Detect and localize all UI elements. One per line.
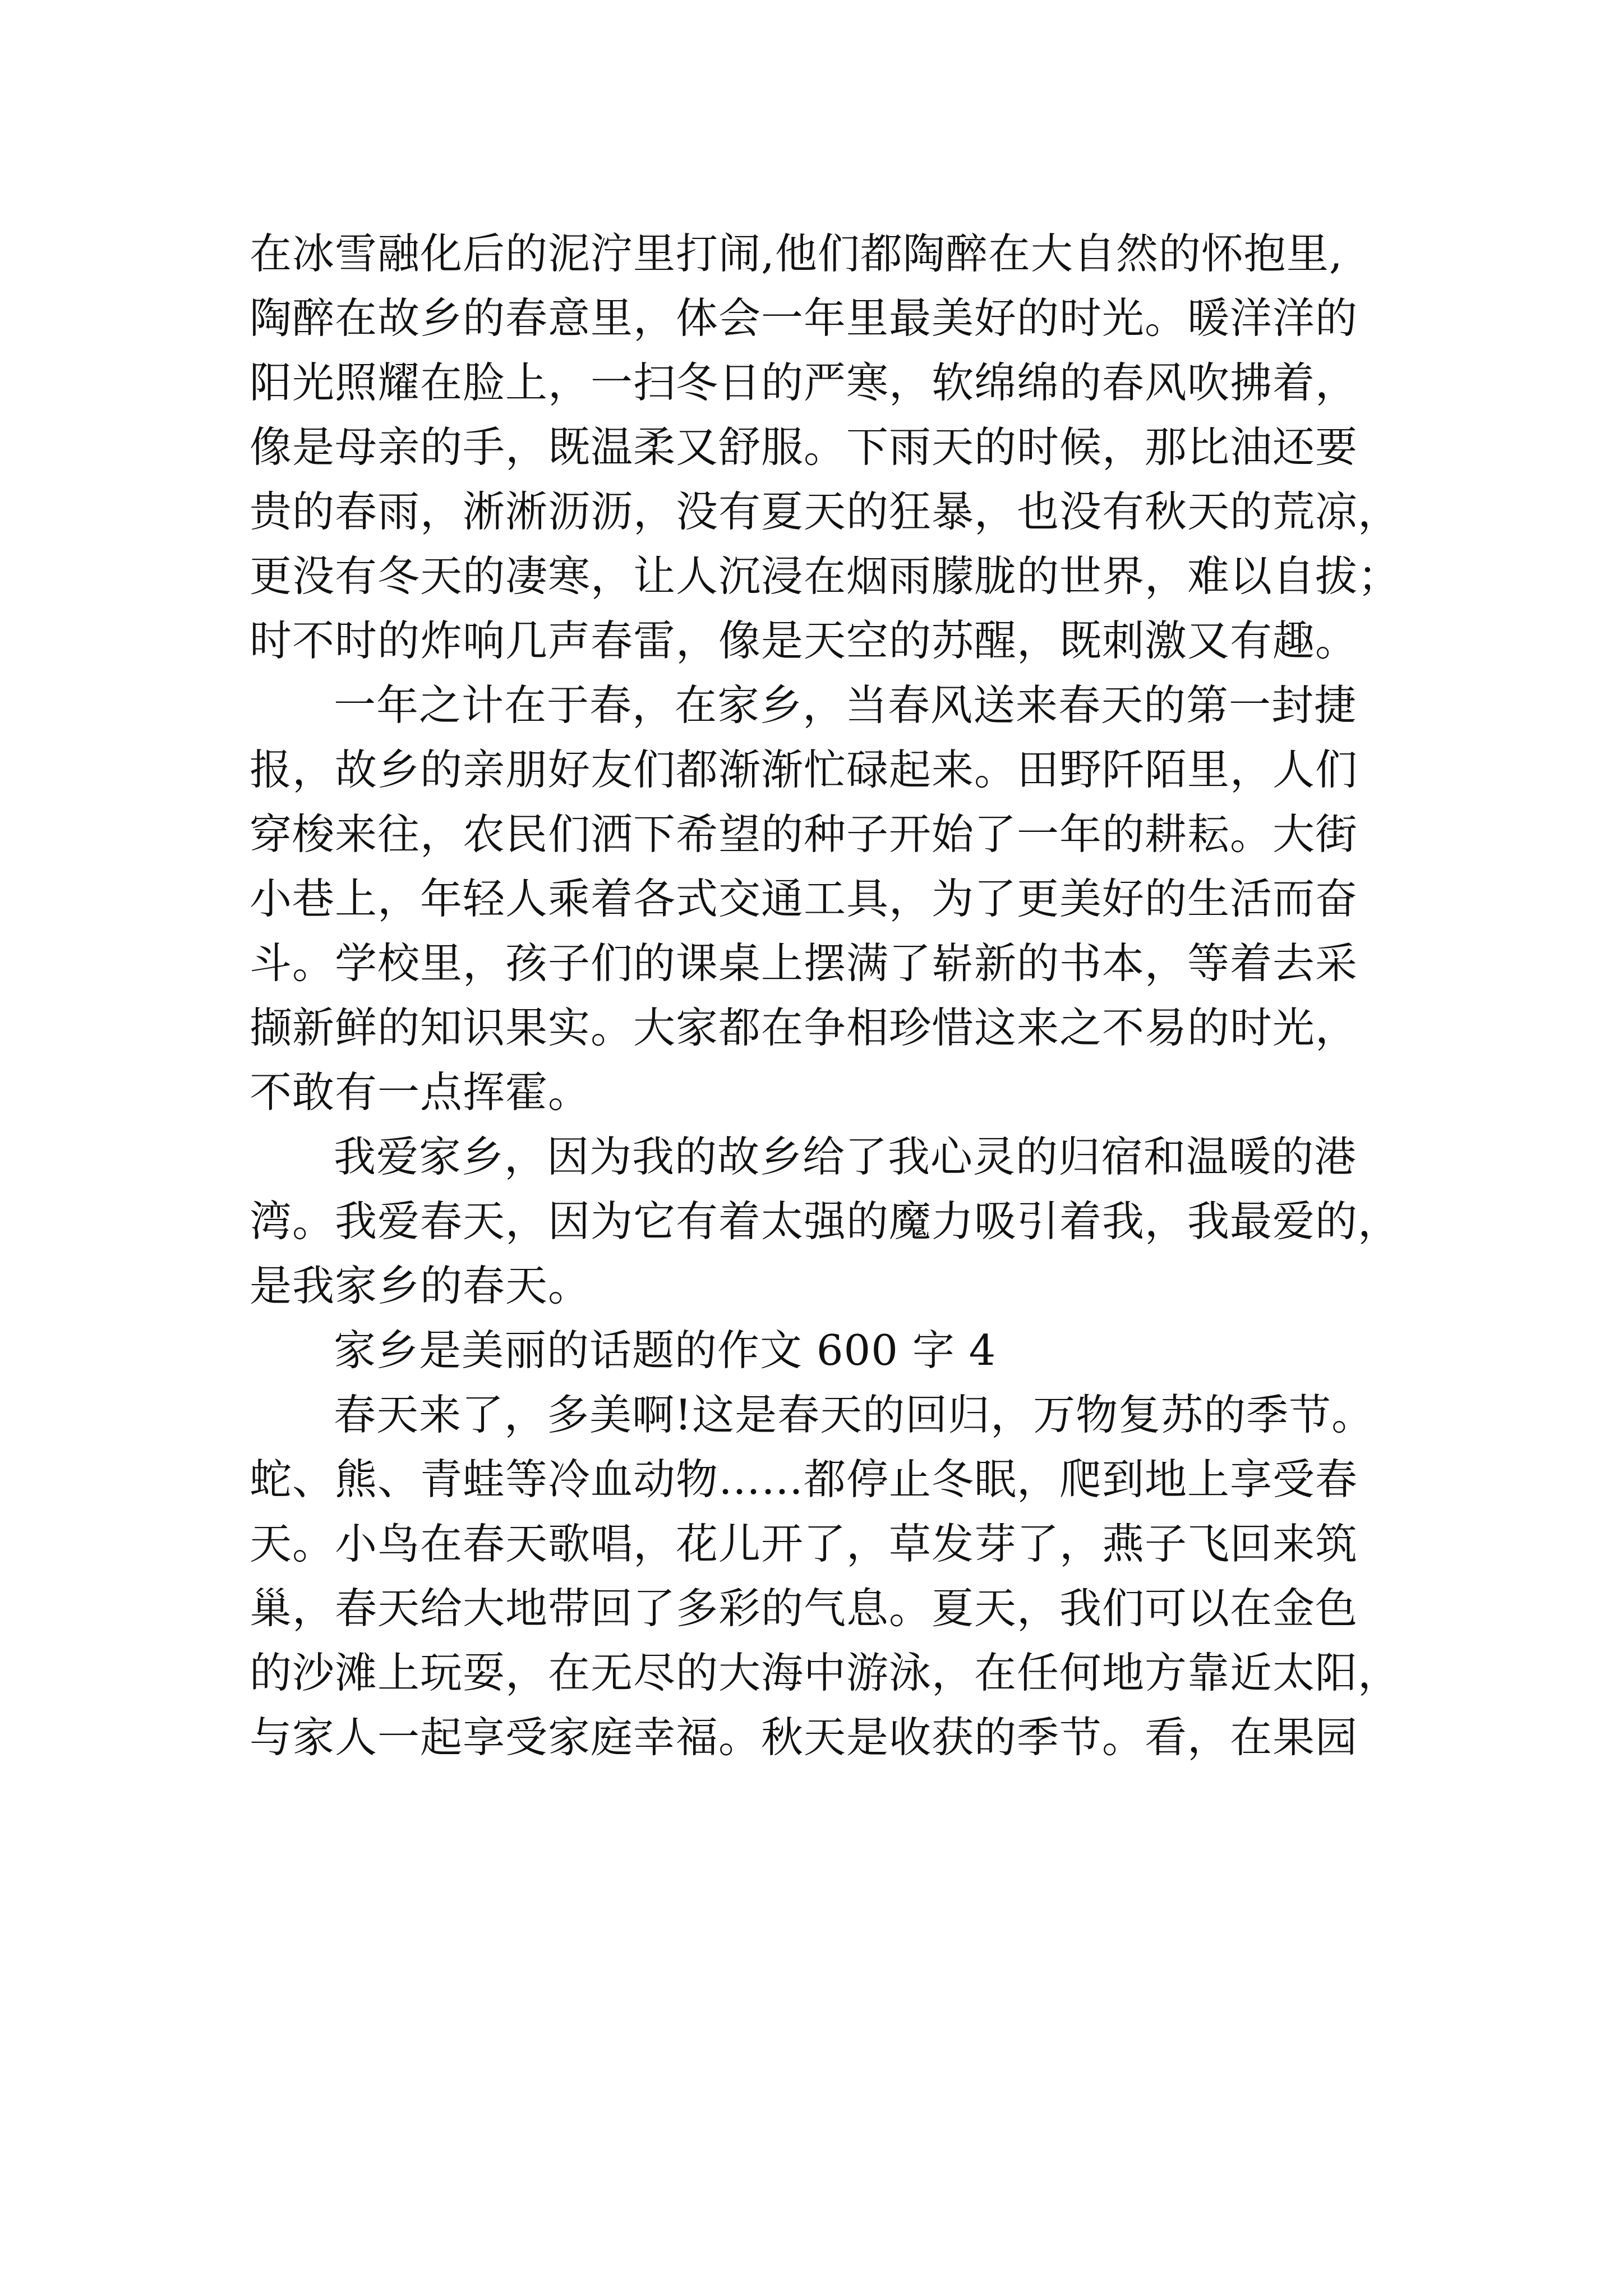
text-line: 报，故乡的亲朋好友们都渐渐忙碌起来。田野阡陌里，人们: [250, 745, 1358, 794]
paragraph-first-line: 家乡是美丽的话题的作文 600 字 4: [334, 1326, 997, 1375]
text-line: 巢，春天给大地带回了多彩的气息。夏天，我们可以在金色: [250, 1584, 1358, 1633]
text-line: 与家人一起享受家庭幸福。秋天是收获的季节。看，在果园: [250, 1713, 1358, 1762]
text-line: 阳光照耀在脸上，一扫冬日的严寒，软绵绵的春风吹拂着，: [250, 358, 1358, 407]
text-line: 斗。学校里，孩子们的课桌上摆满了崭新的书本，等着去采: [250, 938, 1358, 988]
text-line: 是我家乡的春天。: [250, 1261, 591, 1310]
text-line: 更没有冬天的凄寒，让人沉浸在烟雨朦胧的世界，难以自拔；: [250, 551, 1401, 601]
paragraph-first-line: 一年之计在于春，在家乡，当春风送来春天的第一封捷: [334, 680, 1357, 730]
text-line: 穿梭来往，农民们洒下希望的种子开始了一年的耕耘。大街: [250, 809, 1358, 859]
paragraph-first-line: 我爱家乡，因为我的故乡给了我心灵的归宿和温暖的港: [334, 1132, 1357, 1181]
text-line: 不敢有一点挥霍。: [250, 1068, 591, 1117]
document-body: [250, 222, 1427, 1770]
text-line: 陶醉在故乡的春意里，体会一年里最美好的时光。暖洋洋的: [250, 293, 1358, 343]
text-line: 贵的春雨，淅淅沥沥，没有夏天的狂暴，也没有秋天的荒凉，: [250, 487, 1401, 536]
text-line: 像是母亲的手，既温柔又舒服。下雨天的时候，那比油还要: [250, 422, 1358, 472]
text-line: 时不时的炸响几声春雷，像是天空的苏醒，既刺激又有趣。: [250, 616, 1358, 665]
text-line: 天。小鸟在春天歌唱，花儿开了，草发芽了，燕子飞回来筑: [250, 1519, 1358, 1568]
text-line: 的沙滩上玩耍，在无尽的大海中游泳，在任何地方靠近太阳，: [250, 1648, 1401, 1697]
text-line: 小巷上，年轻人乘着各式交通工具，为了更美好的生活而奋: [250, 874, 1358, 923]
text-line: 在冰雪融化后的泥泞里打闹,他们都陶醉在大自然的怀抱里,: [250, 229, 1343, 278]
text-line: 撷新鲜的知识果实。大家都在争相珍惜这来之不易的时光，: [250, 1003, 1358, 1052]
paragraph-first-line: 春天来了，多美啊!这是春天的回归，万物复苏的季节。: [334, 1390, 1375, 1439]
text-line: 蛇、熊、青蛙等冷血动物……都停止冬眠，爬到地上享受春: [250, 1455, 1358, 1504]
text-line: 湾。我爱春天，因为它有着太强的魔力吸引着我，我最爱的，: [250, 1197, 1401, 1246]
